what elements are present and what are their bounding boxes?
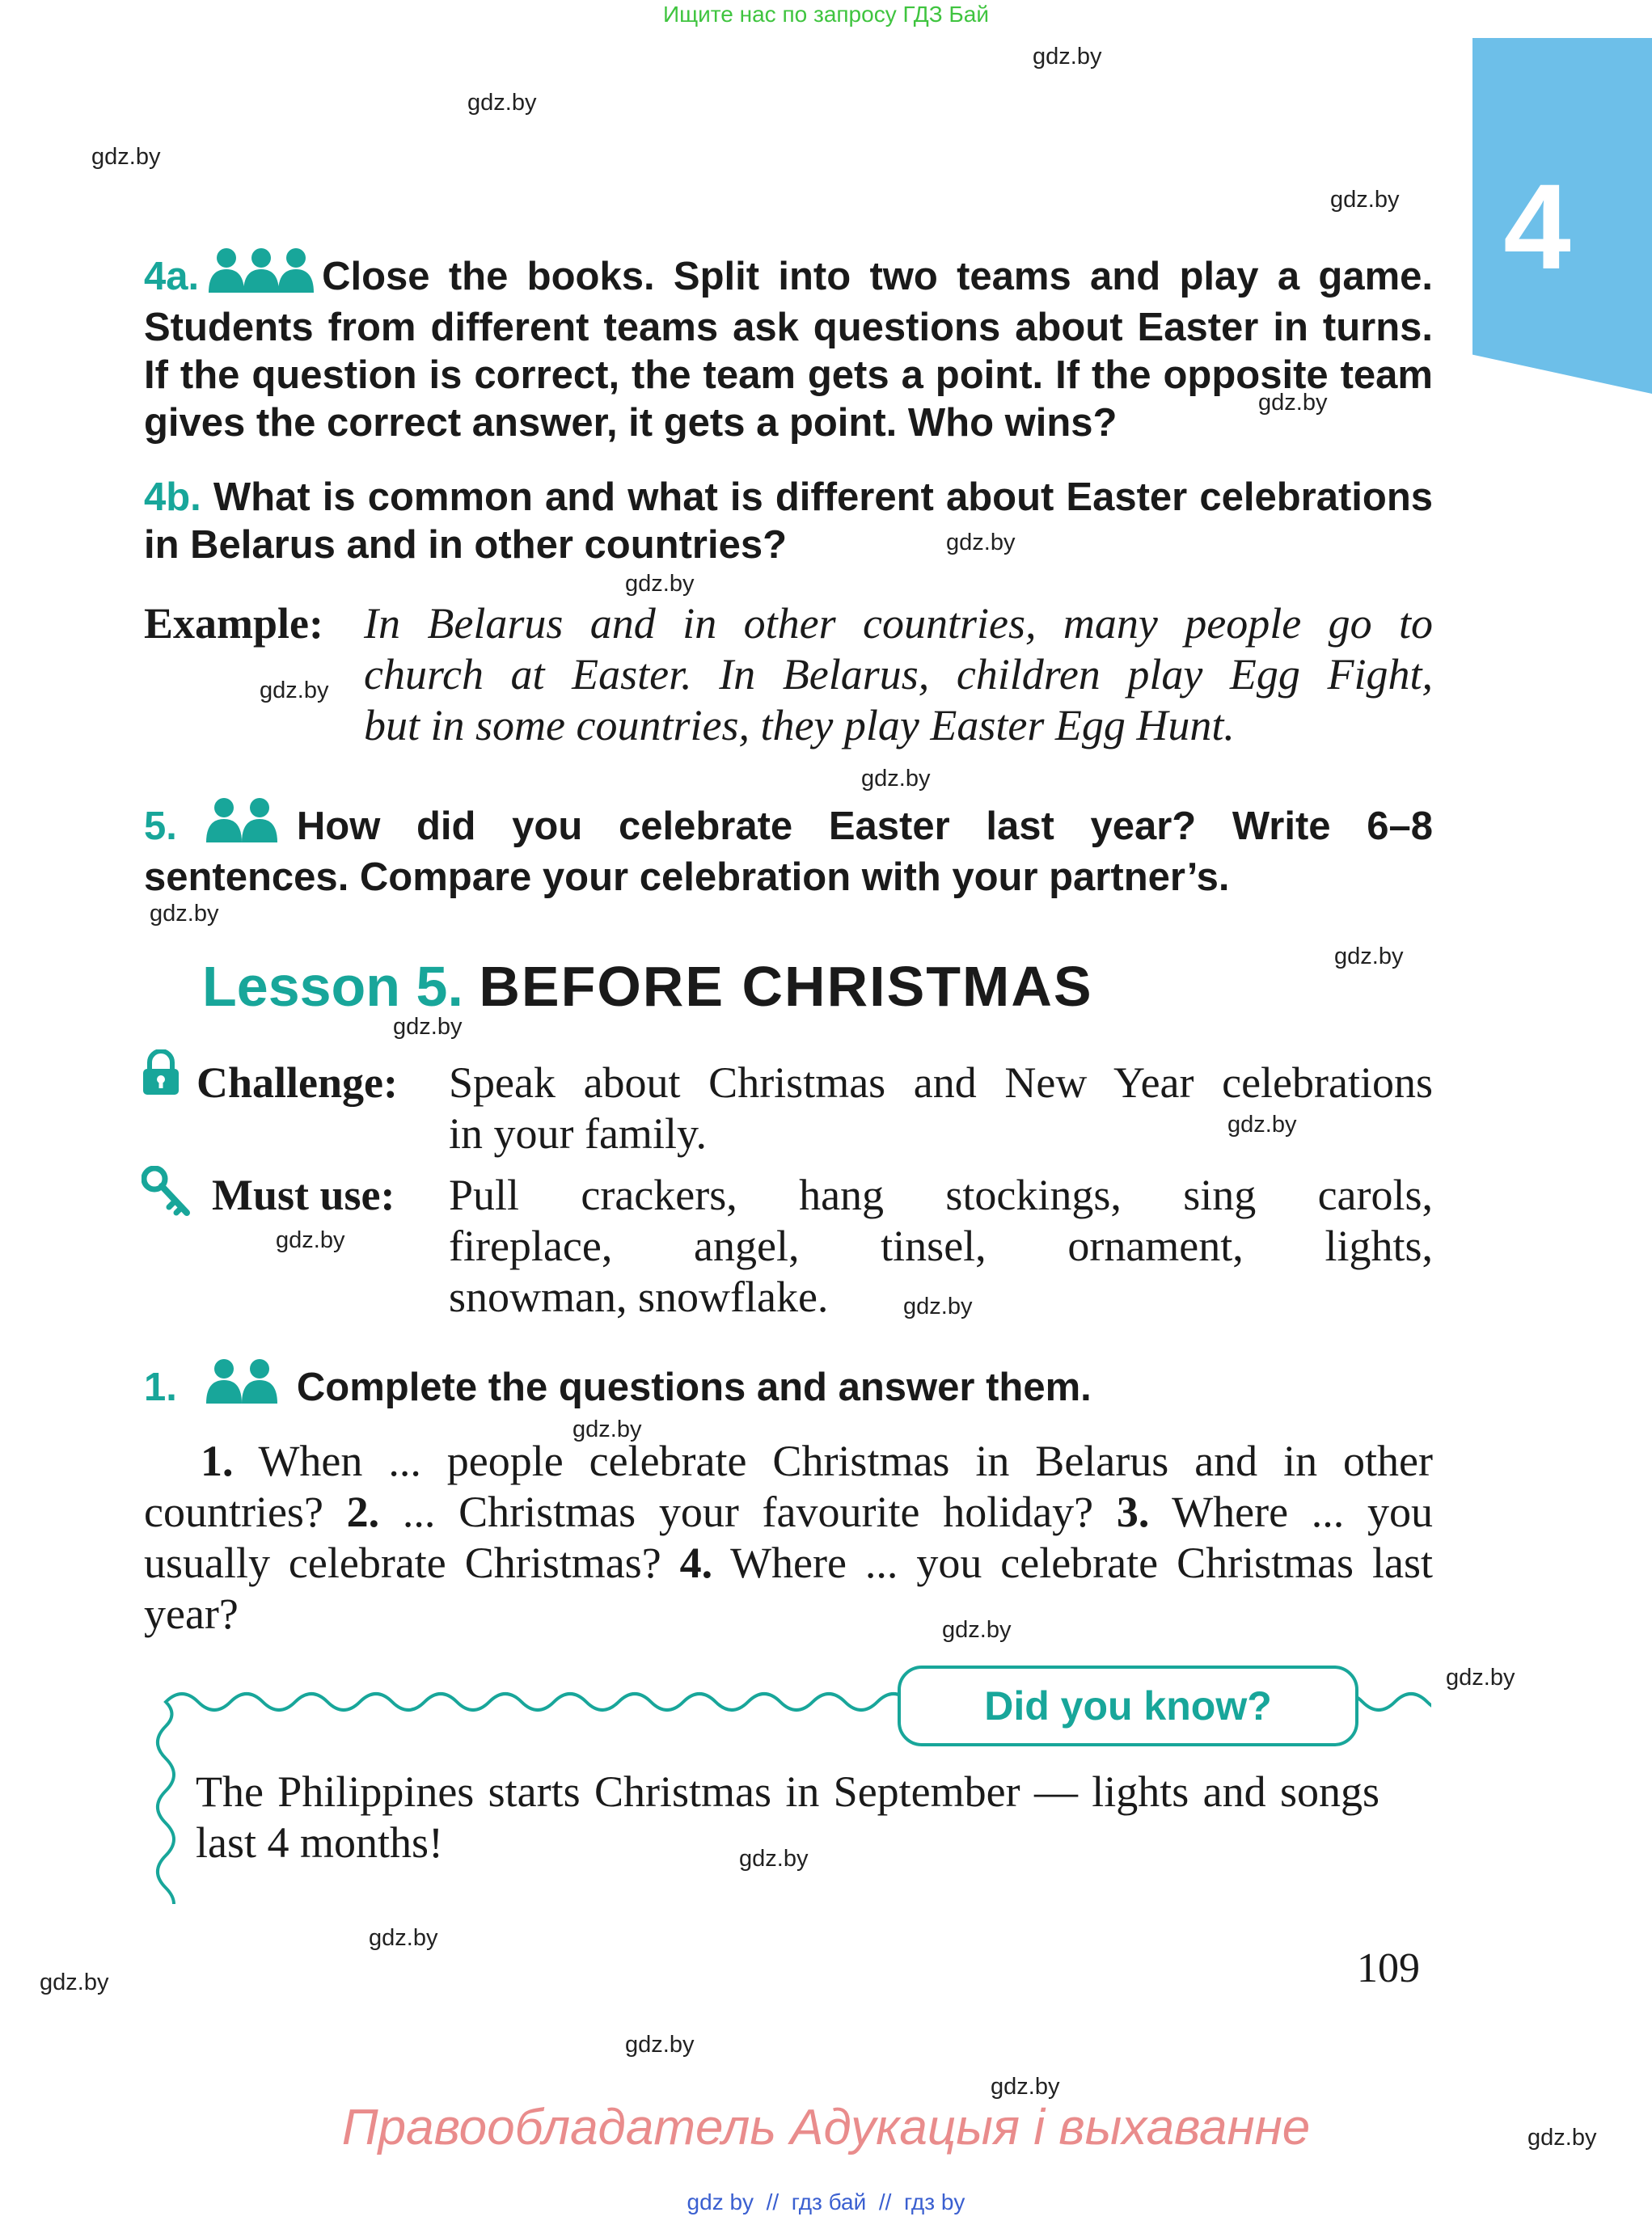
must-use-line: fireplace, angel, tinsel, ornament, lights, (449, 1222, 1433, 1270)
unit-tab-number: 4 (1503, 158, 1571, 294)
watermark: gdz.by (991, 2074, 1060, 2100)
exercise-1 (144, 1358, 1433, 1415)
top-banner[interactable]: Ищите нас по запросу ГДЗ Бай (662, 2, 990, 27)
watermark: gdz.by (1258, 390, 1328, 416)
example-line: In Belarus and in other countries, many people go to (364, 599, 1433, 648)
exercise-text: Close the books. Split into two teams and play a game. Students from different teams ask questions about Easter in turns. If the question is correct, the team gets a point. If the opposite team gives the correct answer, it gets a point. Who wins? (144, 255, 1433, 445)
exercise-text: How did you celebrate Easter last year? Write 6–8 sentences. Compare your celebration with your partner’s. (144, 804, 1433, 899)
footer-separator: // (766, 2189, 780, 2214)
exercise-number: 5. (144, 804, 177, 848)
exercise-text: Complete the questions and answer them. (296, 1366, 1092, 1409)
footer-links (0, 2189, 1652, 2215)
lesson-number: Lesson 5. (202, 955, 463, 1018)
watermark: gdz.by (467, 90, 537, 116)
watermark: gdz.by (393, 1014, 463, 1040)
watermark: gdz.by (150, 901, 219, 927)
challenge-label: Challenge: (196, 1058, 398, 1107)
example-label: Example: (144, 599, 323, 648)
lock-icon (142, 1049, 180, 1100)
footer-link[interactable]: гдз by (903, 2189, 965, 2214)
footer-link[interactable]: гдз бай (791, 2189, 867, 2214)
footer-separator: // (878, 2189, 892, 2214)
question-text: Where ... you celebrate Christmas last year? (144, 1539, 1433, 1638)
example-line: but in some countries, they play Easter Egg Hunt. (364, 701, 1235, 749)
example-line: church at Easter. In Belarus, children play Egg Fight, (364, 650, 1433, 699)
watermark: gdz.by (91, 144, 161, 170)
question-number: 4. (679, 1539, 713, 1587)
must-use-line: Pull crackers, hang stockings, sing carols, (449, 1171, 1433, 1219)
exercise-5 (144, 797, 1433, 901)
watermark: gdz.by (739, 1846, 809, 1872)
watermark: gdz.by (1334, 944, 1404, 969)
exercise-4a (144, 247, 1433, 447)
pair-work-icon (206, 1358, 277, 1415)
watermark: gdz.by (625, 571, 695, 597)
question-text: When ... people celebrate Christmas in Belarus and in other countries? (144, 1437, 1433, 1536)
watermark: gdz.by (1527, 2125, 1597, 2151)
watermark: gdz.by (1330, 187, 1400, 213)
example-text (364, 598, 1433, 751)
exercise-text: What is common and what is different about Easter celebrations in Belarus and in other countries? (144, 475, 1434, 567)
page-number: 109 (1357, 1945, 1420, 1991)
question-text: ... Christmas your favourite holiday? (402, 1488, 1094, 1536)
watermark: gdz.by (946, 530, 1016, 555)
watermark: gdz.by (260, 678, 329, 703)
watermark: gdz.by (903, 1294, 973, 1319)
key-icon (142, 1166, 192, 1223)
watermark: gdz.by (369, 1925, 438, 1951)
exercise-4b (144, 474, 1433, 569)
lesson-heading (202, 954, 1093, 1019)
watermark: gdz.by (942, 1617, 1012, 1643)
watermark: gdz.by (1227, 1112, 1297, 1138)
pair-work-icon (206, 797, 277, 854)
lesson-title: BEFORE CHRISTMAS (479, 955, 1093, 1018)
challenge-line: Speak about Christmas and New Year celebrations (449, 1058, 1433, 1107)
copyright-notice: Правообладатель Адукацыя і выхаванне (341, 2100, 1311, 2155)
exercise-number: 4a. (144, 255, 200, 298)
question-text: Where ... you usually celebrate Christmas? (144, 1488, 1434, 1587)
must-use-label: Must use: (212, 1171, 395, 1219)
watermark: gdz.by (1033, 44, 1102, 70)
watermark: gdz.by (572, 1416, 642, 1442)
challenge-text (449, 1058, 1433, 1159)
watermark: gdz.by (625, 2032, 695, 2058)
challenge-line: in your family. (449, 1109, 707, 1158)
watermark: gdz.by (1446, 1665, 1515, 1691)
watermark: gdz.by (861, 766, 931, 792)
group-work-icon (209, 247, 314, 304)
questions-paragraph (144, 1436, 1433, 1640)
did-you-know-text: The Philippines starts Christmas in September — lights and songs last 4 months! (196, 1767, 1379, 1867)
exercise-number: 1. (144, 1366, 177, 1409)
watermark: gdz.by (276, 1227, 345, 1253)
must-use-line: snowman, snowflake. (449, 1273, 829, 1321)
question-number: 2. (346, 1488, 380, 1536)
footer-link[interactable]: gdz by (687, 2189, 754, 2214)
question-number: 3. (1116, 1488, 1150, 1536)
must-use-text (449, 1170, 1433, 1323)
exercise-number: 4b. (144, 475, 201, 519)
question-number: 1. (201, 1437, 234, 1485)
did-you-know-title: Did you know? (898, 1666, 1358, 1746)
watermark: gdz.by (40, 1970, 109, 1995)
